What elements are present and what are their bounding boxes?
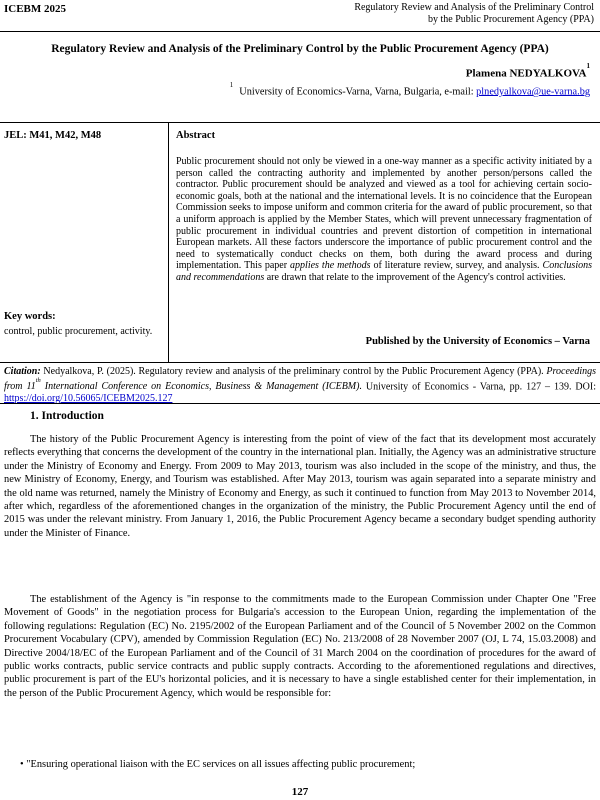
page-number: 127 <box>291 786 309 798</box>
author <box>465 62 590 80</box>
abstract-main: Public procurement should not only be viewed in a one-way manner as a specific activity initiated by a person called the contracting authority and implemented by another person/persons called the contractor. Public procurement should be analyzed and viewed as a tool for achieving certain socio-economic goals, both at the national and the international levels. It is no coincidence that the European Commission seeks to impose uniform and common criteria for the award of public procurement, so that a uniform approach is applied by the Member States, which will prevent unnecessary fragmentation of public procurement in individual countries and prevent distortion of competition in international European markets. All these factors underscore the importance of public procurement control and the need to systematically conduct checks on them, both during the award process and during implementation. This paper <box>176 156 592 272</box>
intro-paragraph-1: The history of the Public Procurement Agency is interesting from the point of view of the fact that its development most accurately reflects everything that concerns the development of the country in the international plan. Initially, the Agency was an administrative structure under the Ministry of Economy and Energy. From 2009 to May 2013, tourism was also included in the scope of the ministry, and thus, the new Ministry of Economy, Energy, and Tourism was established. After May 2013, tourism was again separated into a separate ministry and the old name was returned, namely the Ministry of Economy and Energy, as such it continued to function from May 2013 to November 2014, after which, regardless of the aforementioned changes in the organization of the ministry, the Public Procurement Agency until the end of 2015 was under the relevant ministry. From January 1, 2016, the Public Procurement Agency became a secondary budget spending authority under the Minister of Finance. <box>4 434 596 539</box>
citation-text-2: University of Economics - Varna, pp. 127 – 139. DOI: <box>361 381 596 393</box>
abstract-mid: of literature review, survey, and analysis. <box>370 260 543 272</box>
citation-sup: th <box>35 376 41 384</box>
running-title-line-1: Regulatory Review and Analysis of the Preliminary Control <box>354 2 594 13</box>
top-divider <box>0 122 600 123</box>
keywords-label: Key words: <box>4 311 56 322</box>
citation-divider <box>0 362 600 363</box>
publisher-note: Published by the University of Economics – Varna <box>365 336 590 347</box>
abstract-em-methods: applies the methods <box>290 260 371 272</box>
author-email-link[interactable]: plnedyalkova@ue-varna.bg <box>476 86 590 98</box>
abstract-heading: Abstract <box>176 130 216 141</box>
affiliation <box>229 81 590 98</box>
column-divider <box>168 123 169 363</box>
affiliation-sup: 1 <box>229 81 234 89</box>
abstract-em-conclusions: Conclusions and recommendations <box>176 260 592 283</box>
abstract-text <box>176 156 592 284</box>
running-title <box>294 2 594 26</box>
keywords-text: control, public procurement, activity. <box>4 326 153 337</box>
citation-label: Citation: <box>4 366 41 377</box>
conference-name: ICEBM 2025 <box>4 3 67 15</box>
section-heading-introduction: 1. Introduction <box>30 410 104 422</box>
intro-paragraph-2: The establishment of the Agency is "in response to the commitments made to the European Commission under Chapter One "Free Movement of Goods" in the negotiation process for Bulgaria's accession to the European Union, regarding the implementation of the following regulations: Regulation (EC) No. 2195/2002 of the European Parliament and of the Council of 5 November 2002 on the Common Procurement Vocabulary (CPV), amended by Commission Regulation (EC) No. 213/2008 of 28 November 2007 (OJ, L 74, 15.03.2008) and Directive 2004/18/EC of the European Parliament and of the Council of 31 March 2004 on the coordination of procedures for the award of public works contracts, public service contracts and public supply contracts. According to the aforementioned regulations and directives, public procurement is part of the EU's horizontal policies, and it is necessary to have a single established center for their implementation, in the person of the Public Procurement Agency, which would be responsible for: <box>4 594 596 699</box>
citation-proceedings-post: International Conference on Economics, Business & Management (ICEBM). <box>40 381 362 393</box>
citation-block <box>4 366 596 405</box>
running-title-line-2: by the Public Procurement Agency (PPA) <box>427 14 594 25</box>
author-sup: 1 <box>586 62 590 70</box>
citation-text-1: Nedyalkova, P. (2025). Regulatory review and analysis of the preliminary control by the Public Procurement Agency (PPA). <box>40 366 547 377</box>
jel-codes: JEL: M41, M42, M48 <box>4 130 102 141</box>
author-name: Plamena NEDYALKOVA <box>465 67 587 80</box>
citation-proceedings-pre: Proceedings from 11 <box>4 366 596 393</box>
running-header <box>0 0 600 32</box>
affiliation-text: University of Economics-Varna, Varna, Bulgaria, e-mail: <box>239 86 477 98</box>
doi-link[interactable]: https://doi.org/10.56065/ICEBM2025.127 <box>4 392 173 404</box>
paper-title: Regulatory Review and Analysis of the Preliminary Control by the Public Procurement Agency (PPA) <box>51 43 549 55</box>
intro-divider <box>0 403 600 404</box>
abstract-end: are drawn that relate to the improvement of the Agency's control activities. <box>264 271 566 283</box>
bullet-item: • "Ensuring operational liaison with the EC services on all issues affecting public procurement; <box>20 759 416 770</box>
